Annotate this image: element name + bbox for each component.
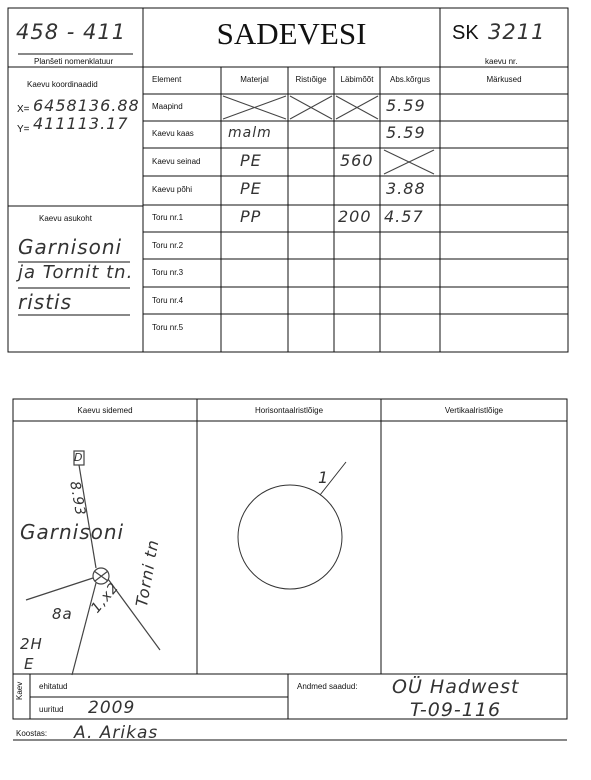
vertical-section-header: Vertikaalristlõige <box>444 406 504 415</box>
sketch-street-garnisoni: Garnisoni <box>20 520 125 544</box>
row-element: Maapind <box>152 102 183 111</box>
sheet-number: 458 - 411 <box>16 20 127 44</box>
sheet-label: Planšeti nomenklatuur <box>34 57 114 66</box>
pipe-number: 1 <box>318 468 330 487</box>
sketch-mark-left: 2H <box>20 635 43 653</box>
sketch-dim-left: 8a <box>52 605 73 623</box>
row-element: Toru nr.4 <box>152 296 184 305</box>
sketch-dim-right: 1,x2 <box>88 579 123 617</box>
y-coordinate: 411113.17 <box>33 114 129 133</box>
row-element: Toru nr.3 <box>152 268 184 277</box>
connections-header: Kaevu sidemed <box>77 406 133 415</box>
row-material: PE <box>240 151 262 170</box>
kaev-label: Kaev <box>15 681 24 700</box>
sketch-street-torni: Torni tn <box>132 537 163 609</box>
row-diameter: 200 <box>338 207 372 226</box>
built-label: ehitatud <box>39 682 68 691</box>
header-cross-section: Ristıõige <box>295 75 327 84</box>
row-abs: 4.57 <box>384 207 424 226</box>
row-diameter: 560 <box>340 151 374 170</box>
row-element: Kaevu kaas <box>152 129 194 138</box>
data-code: T-09-116 <box>410 699 502 721</box>
x-prefix: X= <box>17 104 30 115</box>
header-diameter: Läbimõõt <box>340 75 374 84</box>
row-element: Kaevu põhi <box>152 185 193 194</box>
location-line-3: ristis <box>18 290 73 314</box>
sketch-dim-top: 8.93 <box>66 480 89 518</box>
row-material: PE <box>240 179 262 198</box>
row-element: Toru nr.1 <box>152 213 184 222</box>
row-abs: 5.59 <box>386 123 426 142</box>
location-label: Kaevu asukoht <box>39 214 92 223</box>
y-prefix: Y= <box>17 124 30 135</box>
location-line-2: ja Tornit tn. <box>18 262 134 283</box>
sketch-mark-e: E <box>24 655 35 673</box>
row-element: Kaevu seinad <box>152 157 201 166</box>
data-from-label: Andmed saadud: <box>297 682 358 691</box>
row-element: Toru nr.2 <box>152 241 184 250</box>
header-abs-height: Abs.kõrgus <box>389 75 431 84</box>
coords-label: Kaevu koordinaadid <box>27 80 98 89</box>
x-coordinate: 6458136.88 <box>33 96 140 115</box>
row-element: Toru nr.5 <box>152 323 184 332</box>
row-abs: 5.59 <box>386 96 426 115</box>
header-element: Element <box>152 75 182 84</box>
well-prefix: SK <box>452 22 479 44</box>
row-material: malm <box>228 125 272 141</box>
well-number: 3211 <box>488 20 546 44</box>
compiled-label: Koostas: <box>16 729 48 738</box>
sketch-mark-top: D <box>74 451 84 464</box>
header-notes: Märkused <box>486 75 522 84</box>
data-from-value: OÜ Hadwest <box>392 676 520 698</box>
location-line-1: Garnisoni <box>18 235 123 259</box>
form-title: SADEVESI <box>216 16 367 51</box>
horizontal-cross-section <box>238 462 346 589</box>
row-material: PP <box>240 207 262 226</box>
surveyed-label: uuritud <box>39 705 64 714</box>
compiled-value: A. Arikas <box>74 723 159 743</box>
header-material: Materjal <box>240 75 269 84</box>
horizontal-section-header: Horisontaalristlõige <box>254 406 324 415</box>
row-abs: 3.88 <box>386 179 426 198</box>
well-label: kaevu nr. <box>485 57 518 66</box>
surveyed-value: 2009 <box>88 698 136 718</box>
